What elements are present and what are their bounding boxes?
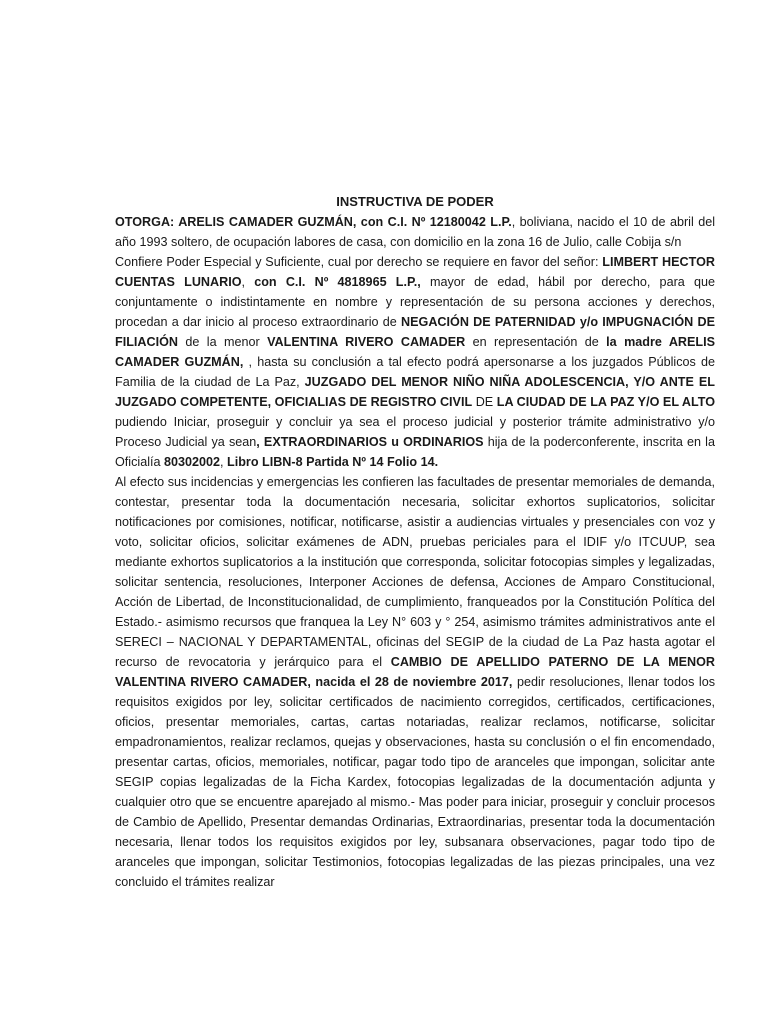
- text-run: Al efecto sus incidencias y emergencias les confieren las facultades de presentar memoriales de demanda, contestar, presentar toda la documentación necesaria, solicitar exhortos suplicatorios, solicitar notificaciones por comisiones, notificar, notificarse, asistir a audiencias virtuales y presenciales con voz y voto, solicitar oficios, solicitar exámenes de ADN, pruebas periciales para el IDIF y/o ITCUUP, sea mediante exhortos suplicatorios a la institución que corresponda, solicitar fotocopias simples y legalizadas, solicitar sentencia, resoluciones, Interponer Acciones de defensa, Acciones de Amparo Constitucional, Acción de Libertad, de Inconstitucionalidad, de cumplimiento, franqueados por la Constitución Política del Estado.- asimismo recursos que franquea la Ley N° 603 y ° 254, asimismo trámites administrativos ante el SERECI – NACIONAL Y DEPARTAMENTAL, oficinas del SEGIP de la ciudad de La Paz hasta agotar el recurso de revocatoria y jerárquico para el: [115, 475, 715, 669]
- text-run: de la menor: [177, 335, 268, 349]
- text-run: hija de la poderconferente, inscrita en la Oficialía: [115, 435, 715, 469]
- text-run: DE: [472, 395, 497, 409]
- bold-text-run: , EXTRAORDINARIOS u ORDINARIOS: [256, 435, 484, 449]
- text-run: ,: [220, 455, 228, 469]
- document-body: [115, 212, 715, 892]
- bold-text-run: NEGACIÓN DE PATERNIDAD y/o IMPUGNACIÓN DE FILIACIÓN: [115, 315, 715, 349]
- document-title: INSTRUCTIVA DE PODER: [336, 194, 494, 209]
- paragraph-facultades: [115, 472, 715, 892]
- text-run: Confiere Poder Especial y Suficiente, cual por derecho se requiere en favor del señor:: [115, 255, 603, 269]
- text-run: pudiendo Iniciar, proseguir y concluir ya sea el proceso judicial y posterior trámite administrativo y/o Proceso Judicial ya sean: [115, 415, 715, 449]
- bold-text-run: 80302002: [164, 455, 221, 469]
- text-run: , hasta su conclusión a tal efecto podrá apersonarse a los juzgados Públicos de Familia de la ciudad de La Paz,: [115, 355, 715, 389]
- text-run: mayor de edad, hábil por derecho, para que conjuntamente o indistintamente en nombre y representación de su persona acciones y derechos, procedan a dar inicio al proceso extraordinario de: [115, 275, 715, 329]
- paragraph-otorga: [115, 212, 715, 252]
- bold-text-run: Libro LIBN-8 Partida Nº 14 Folio 14.: [227, 455, 439, 469]
- bold-text-run: LA CIUDAD DE LA PAZ Y/O EL ALTO: [496, 395, 715, 409]
- paragraph-confiere: [115, 252, 715, 472]
- text-run: ,: [241, 275, 255, 289]
- bold-text-run: la madre ARELIS CAMADER GUZMÁN,: [115, 335, 715, 369]
- bold-text-run: JUZGADO DEL MENOR NIÑO NIÑA ADOLESCENCIA, Y/O ANTE EL JUZGADO COMPETENTE, OFICIALIAS DE REGISTRO CIVIL: [115, 375, 715, 409]
- bold-text-run: CAMBIO DE APELLIDO PATERNO DE LA MENOR VALENTINA RIVERO CAMADER, nacida el 28 de noviembre 2017,: [115, 655, 715, 689]
- bold-text-run: con C.I. Nº 4818965 L.P.,: [254, 275, 421, 289]
- text-run: en representación de: [465, 335, 607, 349]
- bold-text-run: LIMBERT HECTOR CUENTAS LUNARIO: [115, 255, 715, 289]
- text-run: pedir resoluciones, llenar todos los requisitos exigidos por ley, solicitar certificados de nacimiento corregidos, certificados, certificaciones, oficios, presentar memoriales, cartas, cartas notariadas, realizar reclamos, notificarse, solicitar empadronamientos, realizar reclamos, quejas y observaciones, hasta su conclusión o el fin encomendado, presentar cartas, oficios, memoriales, notificar, pagar todo tipo de aranceles que impongan, solicitar ante SEGIP copias legalizadas de la Ficha Kardex, fotocopias legalizadas de la documentación adjunta y cualquier otro que se encuentre aparejado al mismo.- Mas poder para iniciar, proseguir y concluir procesos de Cambio de Apellido, Presentar demandas Ordinarias, Extraordinarias, presentar toda la documentación necesaria, llenar todos los requisitos exigidos por ley, subsanara observaciones, pagar todo tipo de aranceles que impongan, solicitar Testimonios, fotocopias legalizadas de las piezas principales, una vez concluido el trámites realizar: [115, 675, 715, 889]
- bold-text-run: VALENTINA RIVERO CAMADER: [267, 335, 466, 349]
- text-run: , boliviana, nacido el 10 de abril del año 1993 soltero, de ocupación labores de casa, con domicilio en la zona 16 de Julio, calle Cobija s/n: [115, 215, 715, 249]
- bold-text-run: OTORGA: ARELIS CAMADER GUZMÁN, con C.I. Nº 12180042 L.P.: [115, 215, 512, 229]
